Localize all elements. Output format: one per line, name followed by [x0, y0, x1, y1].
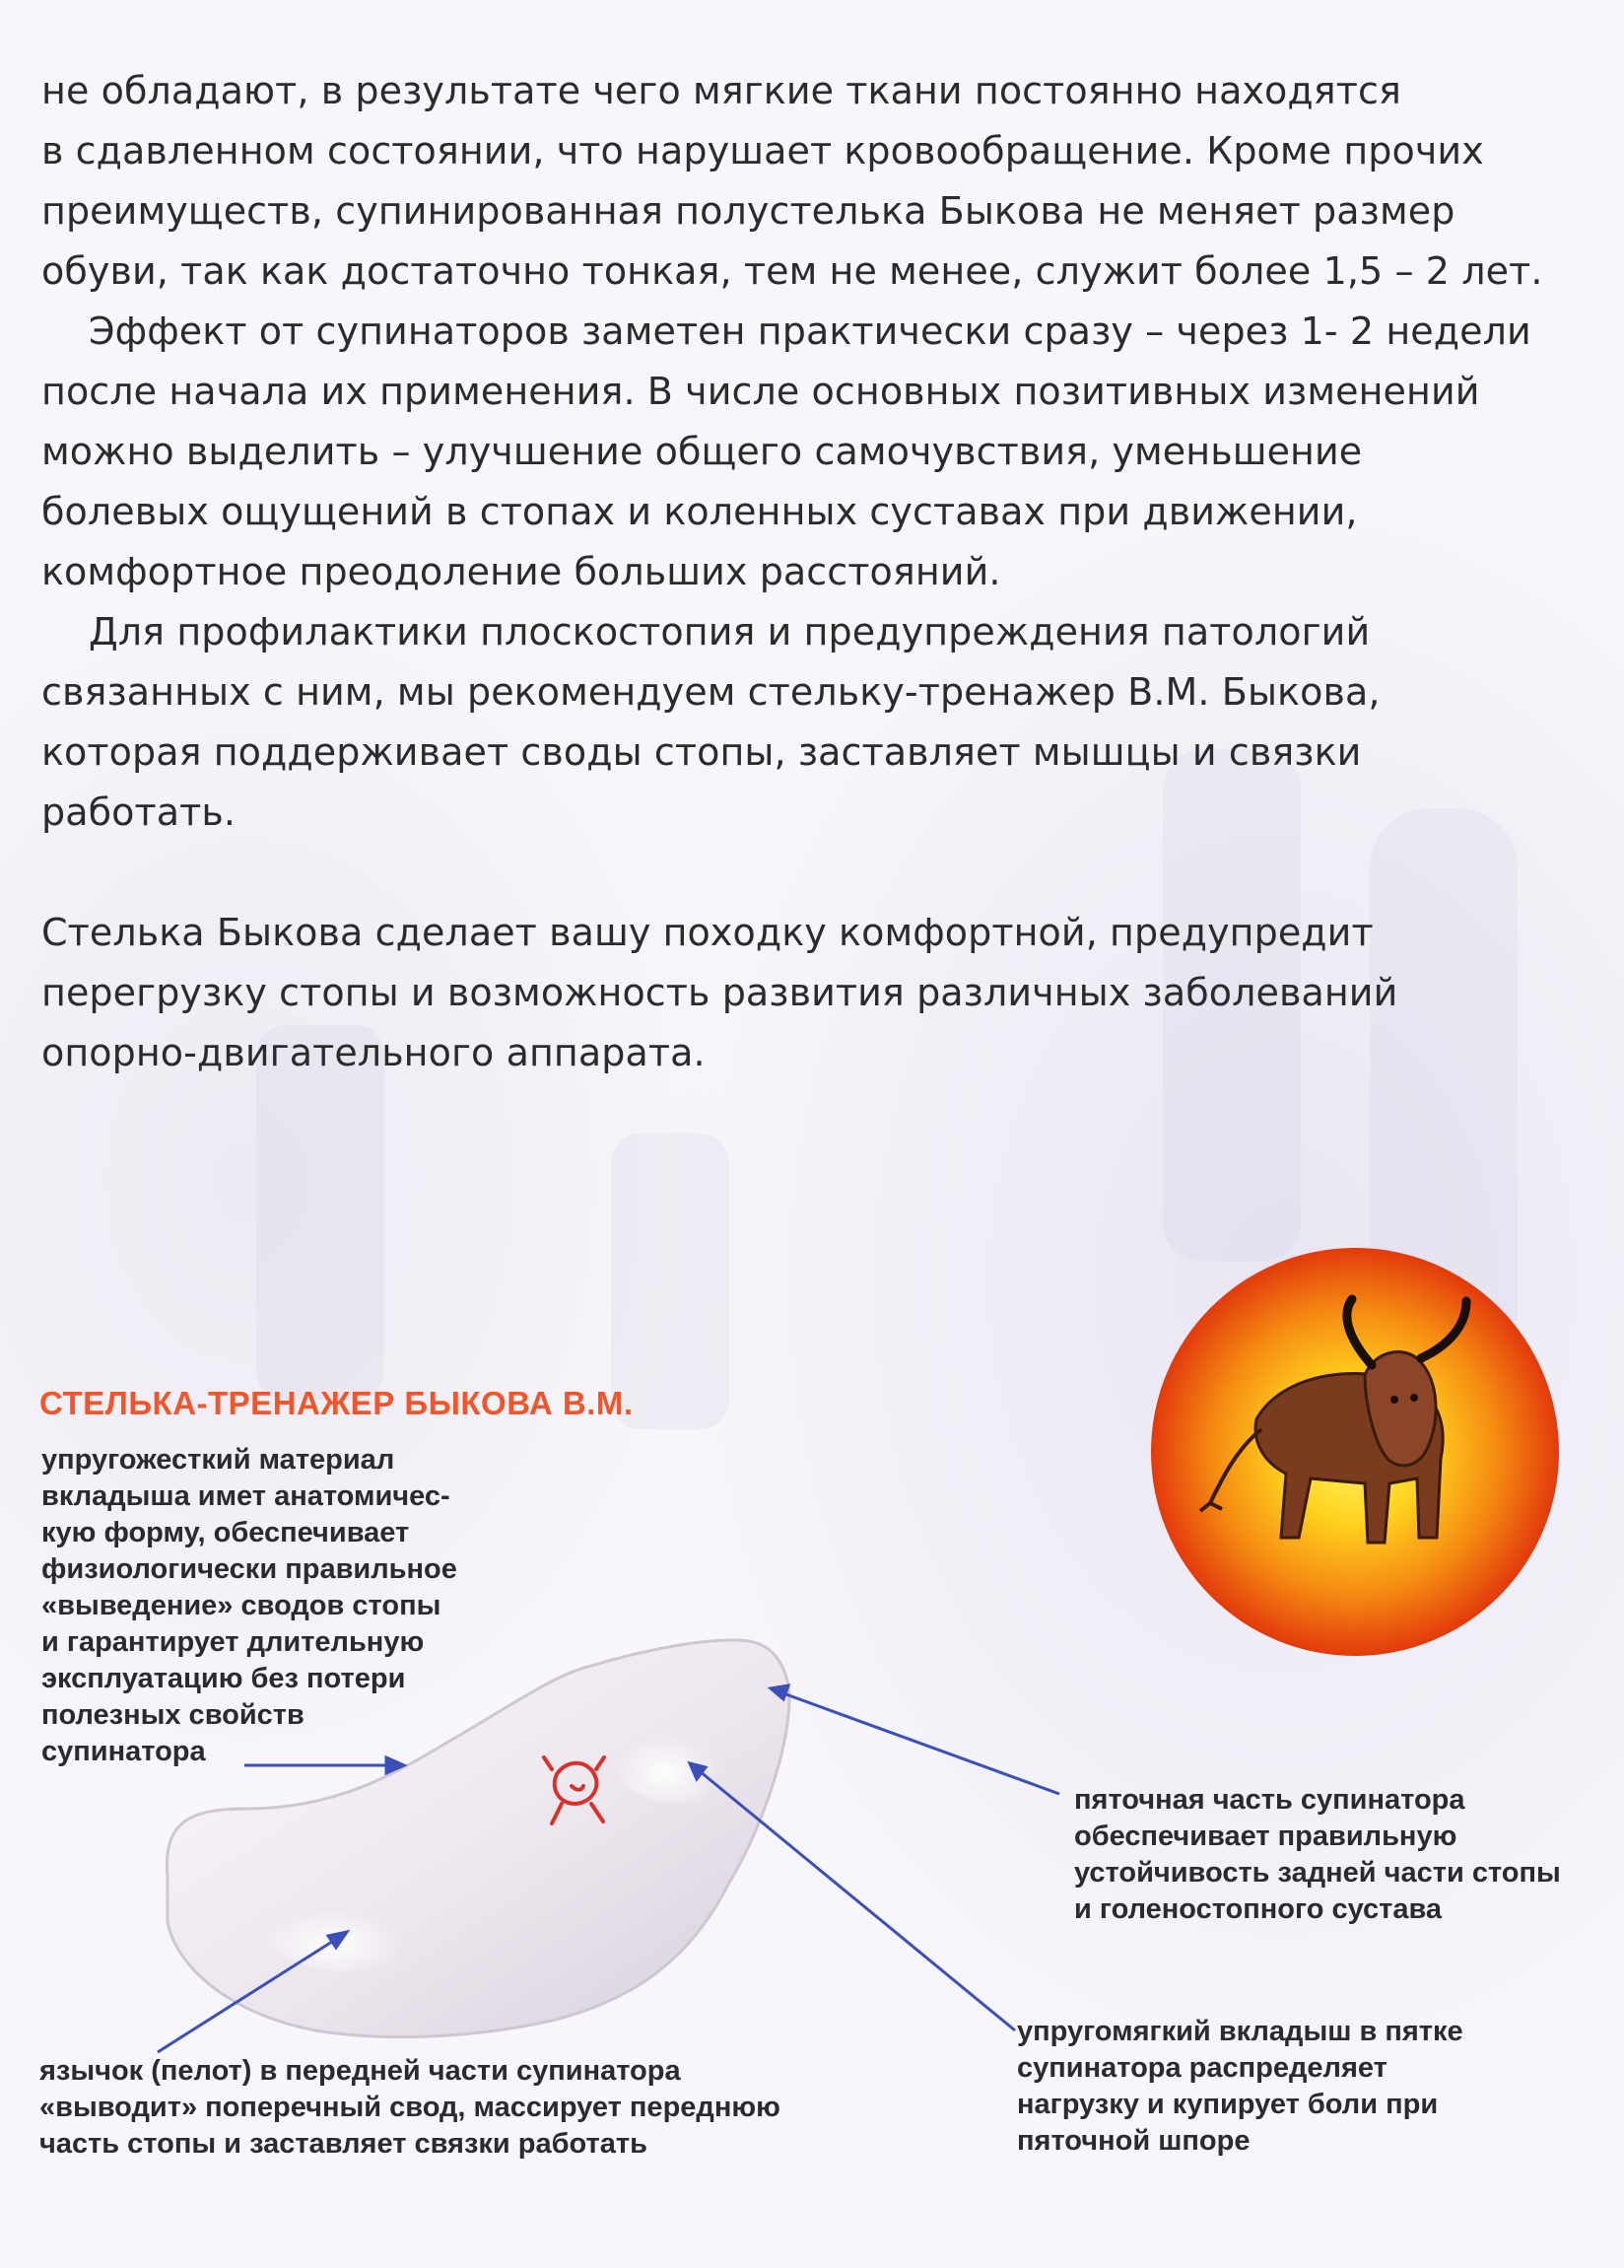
paragraph-line: работать.	[41, 790, 237, 834]
bull-in-sun-icon	[1151, 1248, 1559, 1656]
caption-line: вкладыша имет анатомичес-	[41, 1480, 450, 1512]
caption-line: упругожесткий материал	[41, 1444, 395, 1476]
caption-line: полезных свойств	[41, 1699, 304, 1731]
caption-line: устойчивость задней части стопы	[1074, 1857, 1561, 1889]
caption-line: часть стопы и заставляет связки работать	[39, 2128, 647, 2160]
caption-line: и голеностопного сустава	[1074, 1893, 1443, 1925]
caption-material	[41, 1442, 457, 1770]
caption-line: язычок (пелот) в передней части супинатора	[39, 2055, 681, 2087]
paragraph-line: преимуществ, супинированная полустелька Быкова не меняет размер	[41, 189, 1455, 233]
paragraph-line: Эффект от супинаторов заметен практически сразу – через 1- 2 недели	[89, 309, 1531, 353]
caption-line: обеспечивает правильную	[1074, 1821, 1457, 1852]
paragraph-line: после начала их применения. В числе основных позитивных изменений	[41, 370, 1480, 413]
caption-line: эксплуатацию без потери	[41, 1663, 406, 1694]
caption-heel	[1074, 1782, 1561, 1928]
paragraph-line: перегрузку стопы и возможность развития различных заболеваний	[41, 971, 1398, 1014]
figure-title: СТЕЛЬКА-ТРЕНАЖЕР БЫКОВА В.М.	[39, 1385, 634, 1421]
paragraph-line: опорно-двигательного аппарата.	[41, 1031, 706, 1074]
paragraph-line: не обладают, в результате чего мягкие ткани постоянно находятся	[41, 69, 1401, 112]
caption-line: пяточной шпоре	[1017, 2125, 1251, 2157]
paragraph-line: болевых ощущений в стопах и коленных суставах при движении,	[41, 490, 1358, 533]
paragraph-line: обуви, так как достаточно тонкая, тем не менее, служит более 1,5 – 2 лет.	[41, 249, 1543, 293]
caption-line: и гарантирует длительную	[41, 1626, 425, 1658]
caption-line: супинатора распределяет	[1017, 2052, 1387, 2084]
paragraph-line: Для профилактики плоскостопия и предупреждения патологий	[89, 610, 1371, 653]
caption-line: физиологически правильное	[41, 1553, 457, 1585]
caption-line: «выведение» сводов стопы	[41, 1590, 441, 1621]
caption-tongue	[39, 2053, 780, 2163]
paragraph-line: в сдавленном состоянии, что нарушает кровообращение. Кроме прочих	[41, 129, 1484, 172]
caption-soft-insert	[1017, 2014, 1463, 2160]
paragraph-line: связанных с ним, мы рекомендуем стельку-тренажер В.М. Быкова,	[41, 670, 1381, 714]
caption-line: «выводит» поперечный свод, массирует переднюю	[39, 2092, 780, 2123]
paragraph-line: которая поддерживает своды стопы, заставляет мышцы и связки	[41, 730, 1362, 774]
caption-line: супинатора	[41, 1736, 206, 1767]
caption-line: пяточная часть супинатора	[1074, 1784, 1465, 1816]
caption-line: нагрузку и купирует боли при	[1017, 2089, 1439, 2120]
paragraph-line: комфортное преодоление больших расстояний.	[41, 550, 1001, 593]
paragraph-line: можно выделить – улучшение общего самочувствия, уменьшение	[41, 430, 1363, 473]
caption-line: кую форму, обеспечивает	[41, 1517, 410, 1548]
paragraph-line: Стелька Быкова сделает вашу походку комфортной, предупредит	[41, 911, 1374, 954]
caption-line: упругомягкий вкладыш в пятке	[1017, 2016, 1463, 2047]
